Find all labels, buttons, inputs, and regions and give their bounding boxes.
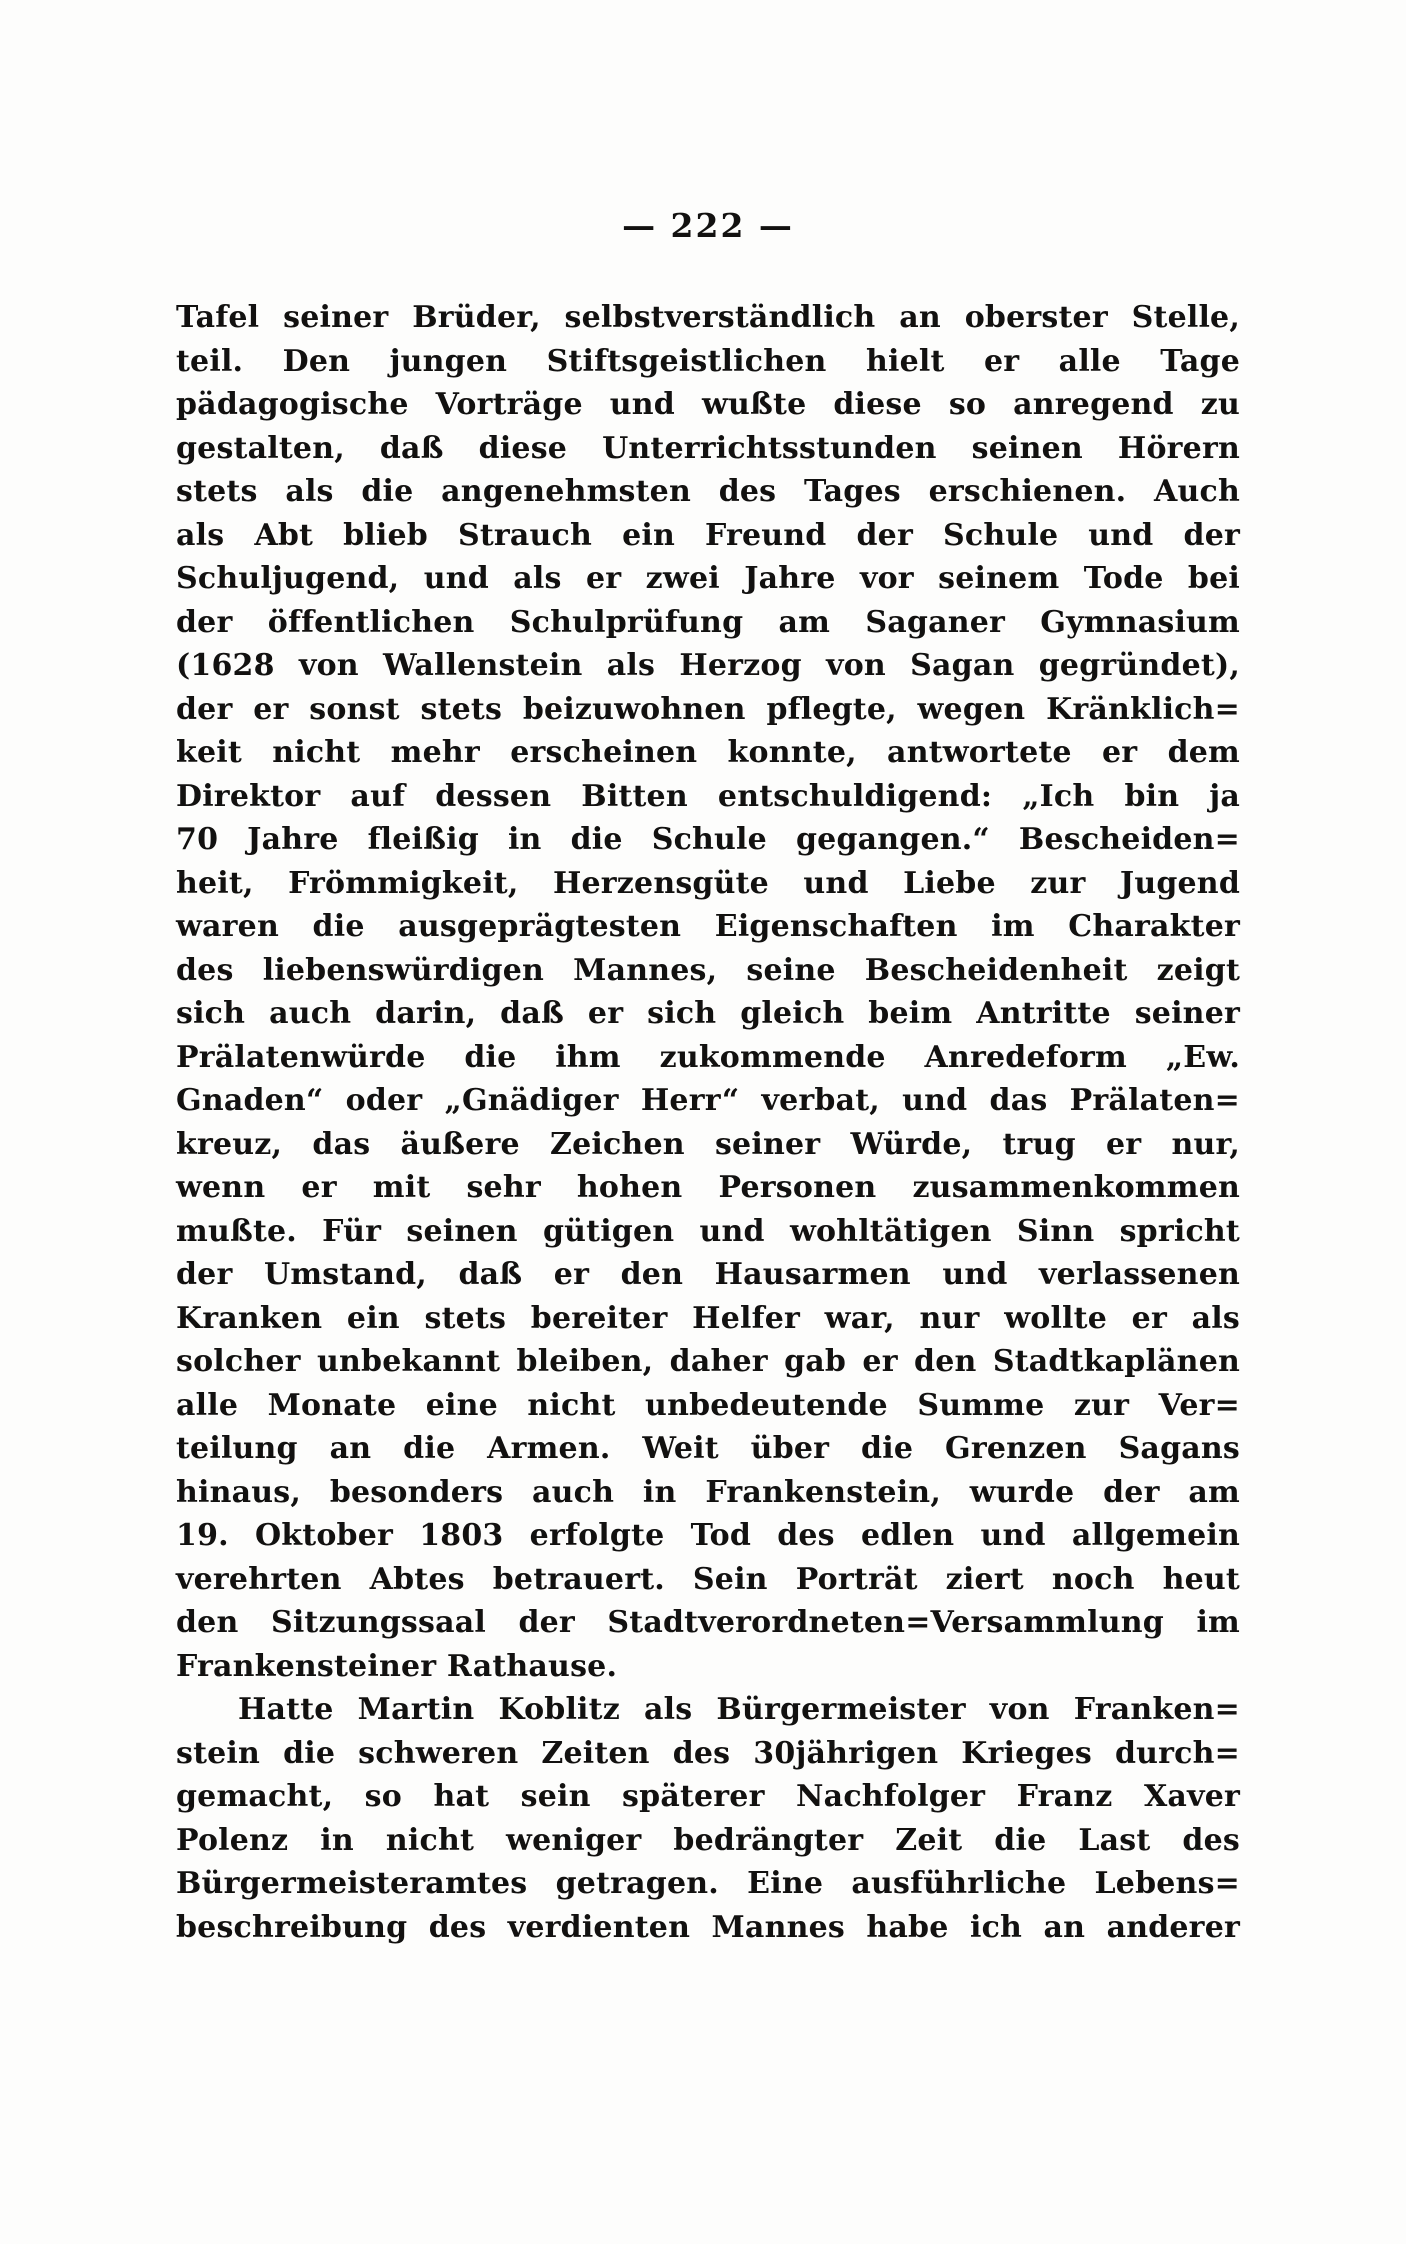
text-line: gestalten, daß diese Unterrichtsstunden seinen Hörern	[176, 430, 1240, 466]
text-line: Direktor auf dessen Bitten entschuldigend: „Ich bin ja	[176, 778, 1240, 814]
text-line: mußte. Für seinen gütigen und wohltätigen Sinn spricht	[176, 1213, 1240, 1249]
text-line: Hatte Martin Koblitz als Bürgermeister von Franken=	[238, 1692, 1240, 1727]
text-line: 19. Oktober 1803 erfolgte Tod des edlen und allgemein	[176, 1518, 1240, 1553]
text-line: 70 Jahre fleißig in die Schule gegangen.“ Bescheiden=	[176, 822, 1240, 857]
text-line: keit nicht mehr erscheinen konnte, antwortete er dem	[176, 735, 1240, 770]
text-line: teil. Den jungen Stiftsgeistlichen hielt er alle Tage	[176, 343, 1240, 379]
text-line: als Abt blieb Strauch ein Freund der Schule und der	[176, 517, 1240, 553]
text-line: teilung an die Armen. Weit über die Grenzen Sagans	[176, 1431, 1240, 1466]
text-line: waren die ausgeprägtesten Eigenschaften im Charakter	[176, 909, 1240, 944]
text-line: heit, Frömmigkeit, Herzensgüte und Liebe zur Jugend	[176, 865, 1240, 901]
text-line: den Sitzungssaal der Stadtverordneten=Versammlung im	[176, 1605, 1240, 1640]
text-line: Kranken ein stets bereiter Helfer war, nur wollte er als	[176, 1300, 1240, 1336]
text-line: verehrten Abtes betrauert. Sein Porträt ziert noch heut	[176, 1561, 1240, 1597]
text-line: alle Monate eine nicht unbedeutende Summe zur Ver=	[176, 1387, 1240, 1423]
text-line: Frankensteiner Rathause.	[176, 1648, 618, 1684]
text-line: der er sonst stets beizuwohnen pflegte, wegen Kränklich=	[176, 691, 1240, 727]
text-line: Schuljugend, und als er zwei Jahre vor seinem Tode bei	[176, 561, 1240, 596]
text-line: Tafel seiner Brüder, selbstverständlich an oberster Stelle,	[176, 300, 1240, 335]
text-line: Gnaden“ oder „Gnädiger Herr“ verbat, und das Prälaten=	[176, 1083, 1240, 1118]
text-line: gemacht, so hat sein späterer Nachfolger Franz Xaver	[176, 1779, 1240, 1814]
page-number: — 222 —	[622, 206, 794, 245]
text-line: sich auch darin, daß er sich gleich beim Antritte seiner	[176, 996, 1240, 1031]
text-line: der Umstand, daß er den Hausarmen und verlassenen	[176, 1257, 1240, 1292]
text-line: stets als die angenehmsten des Tages erschienen. Auch	[176, 474, 1240, 509]
text-line: kreuz, das äußere Zeichen seiner Würde, trug er nur,	[176, 1126, 1240, 1162]
text-line: pädagogische Vorträge und wußte diese so anregend zu	[176, 387, 1240, 422]
body-text	[176, 296, 1240, 1949]
text-line: solcher unbekannt bleiben, daher gab er den Stadtkaplänen	[176, 1344, 1240, 1379]
text-line: des liebenswürdigen Mannes, seine Bescheidenheit zeigt	[176, 952, 1240, 988]
text-line: hinaus, besonders auch in Frankenstein, wurde der am	[176, 1474, 1240, 1510]
text-line: beschreibung des verdienten Mannes habe ich an anderer	[176, 1909, 1240, 1945]
text-line: Prälatenwürde die ihm zukommende Anredeform „Ew.	[176, 1039, 1240, 1075]
text-line: Polenz in nicht weniger bedrängter Zeit die Last des	[176, 1822, 1240, 1858]
text-line: (1628 von Wallenstein als Herzog von Sagan gegründet),	[176, 648, 1240, 683]
text-line: der öffentlichen Schulprüfung am Saganer Gymnasium	[176, 604, 1240, 640]
text-line: wenn er mit sehr hohen Personen zusammenkommen	[176, 1170, 1240, 1205]
text-line: stein die schweren Zeiten des 30jährigen Krieges durch=	[176, 1735, 1240, 1771]
text-line: Bürgermeisteramtes getragen. Eine ausführliche Lebens=	[176, 1866, 1240, 1901]
